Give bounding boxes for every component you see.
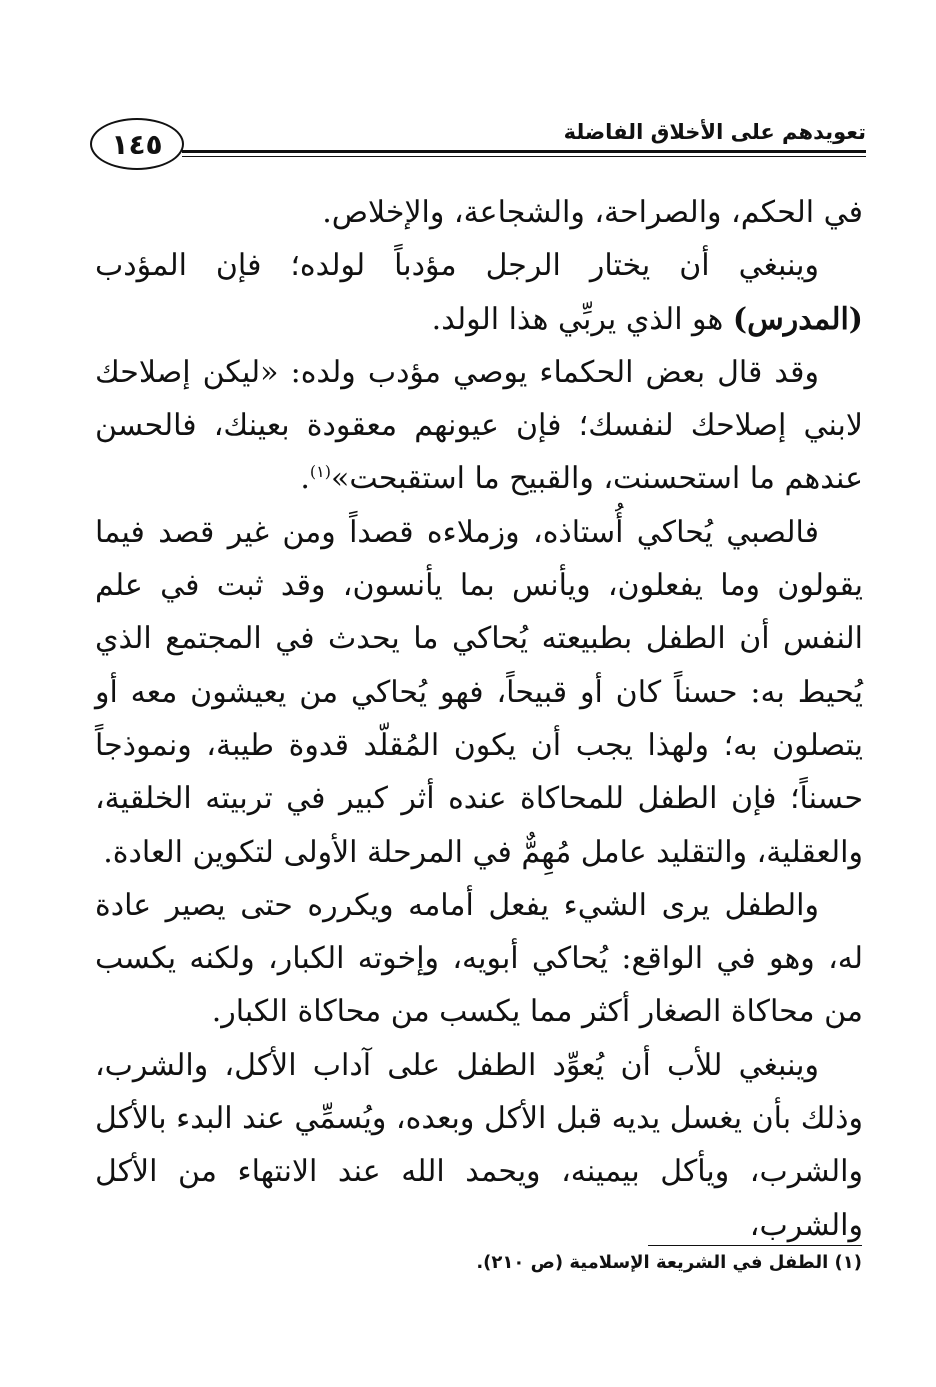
paragraph-3-end: . xyxy=(300,461,310,497)
bold-term: (المدرس) xyxy=(732,301,863,337)
page-number: ١٤٥ xyxy=(90,118,184,170)
footnote: (١) الطفل في الشريعة الإسلامية (ص ٢١٠). xyxy=(476,1252,862,1273)
running-title: تعويدهم على الأخلاق الفاضلة xyxy=(563,120,866,144)
paragraph-4: فالصبي يُحاكي أُستاذه، وزملاءه قصداً ومن غير قصد فيما يقولون وما يفعلون، ويأنس بما يأنسون، وقد ثبت في علم النفس أن الطفل بطبيعته يُحاكي ما يحدث في المجتمع الذي يُحيط به: حسناً كان أو قبيحاً، فهو يُحاكي من يعيشون معه أو يتصلون به؛ ولهذا يجب أن يكون المُقلّد قدوة طيبة، ونموذجاً حسناً؛ فإن الطفل للمحاكاة عنده أثر كبير في تربيته الخلقية، والعقلية، والتقليد عامل مُهِمٌّ في المرحلة الأولى لتكوين العادة. xyxy=(95,514,863,870)
page-header xyxy=(90,118,866,178)
paragraph-3 xyxy=(95,346,863,506)
paragraph-2 xyxy=(95,239,863,346)
paragraph-3-text: وقد قال بعض الحكماء يوصي مؤدب ولده: «ليكن إصلاحك لابني إصلاحك لنفسك؛ فإن عيونهم معقودة بعينك، فالحسن عندهم ما استحسنت، والقبيح ما استقبحت» xyxy=(95,354,863,497)
paragraph-2-start: وينبغي أن يختار الرجل مؤدباً لولده؛ فإن المؤدب xyxy=(95,248,819,284)
body-text xyxy=(95,186,863,1252)
paragraph-5: والطفل يرى الشيء يفعل أمامه ويكرره حتى يصير عادة له، وهو في الواقع: يُحاكي أبويه، وإخوته الكبار، ولكنه يكسب من محاكاة الصغار أكثر مما يكسب من محاكاة الكبار. xyxy=(95,887,863,1030)
paragraph-6: وينبغي للأب أن يُعوِّد الطفل على آداب الأكل، والشرب، وذلك بأن يغسل يديه قبل الأكل وبعده، ويُسمِّي عند البدء بالأكل والشرب، ويأكل بيمينه، ويحمد الله عند الانتهاء من الأكل والشرب، xyxy=(95,1047,863,1243)
header-rule-thin xyxy=(182,156,866,157)
paragraph-1: في الحكم، والصراحة، والشجاعة، والإخلاص. xyxy=(322,195,863,230)
footnote-separator xyxy=(648,1245,862,1246)
paragraph-2-end: هو الذي يربِّي هذا الولد. xyxy=(431,301,733,337)
header-rule-thick xyxy=(182,150,866,153)
footnote-reference[interactable]: (١) xyxy=(309,462,332,482)
